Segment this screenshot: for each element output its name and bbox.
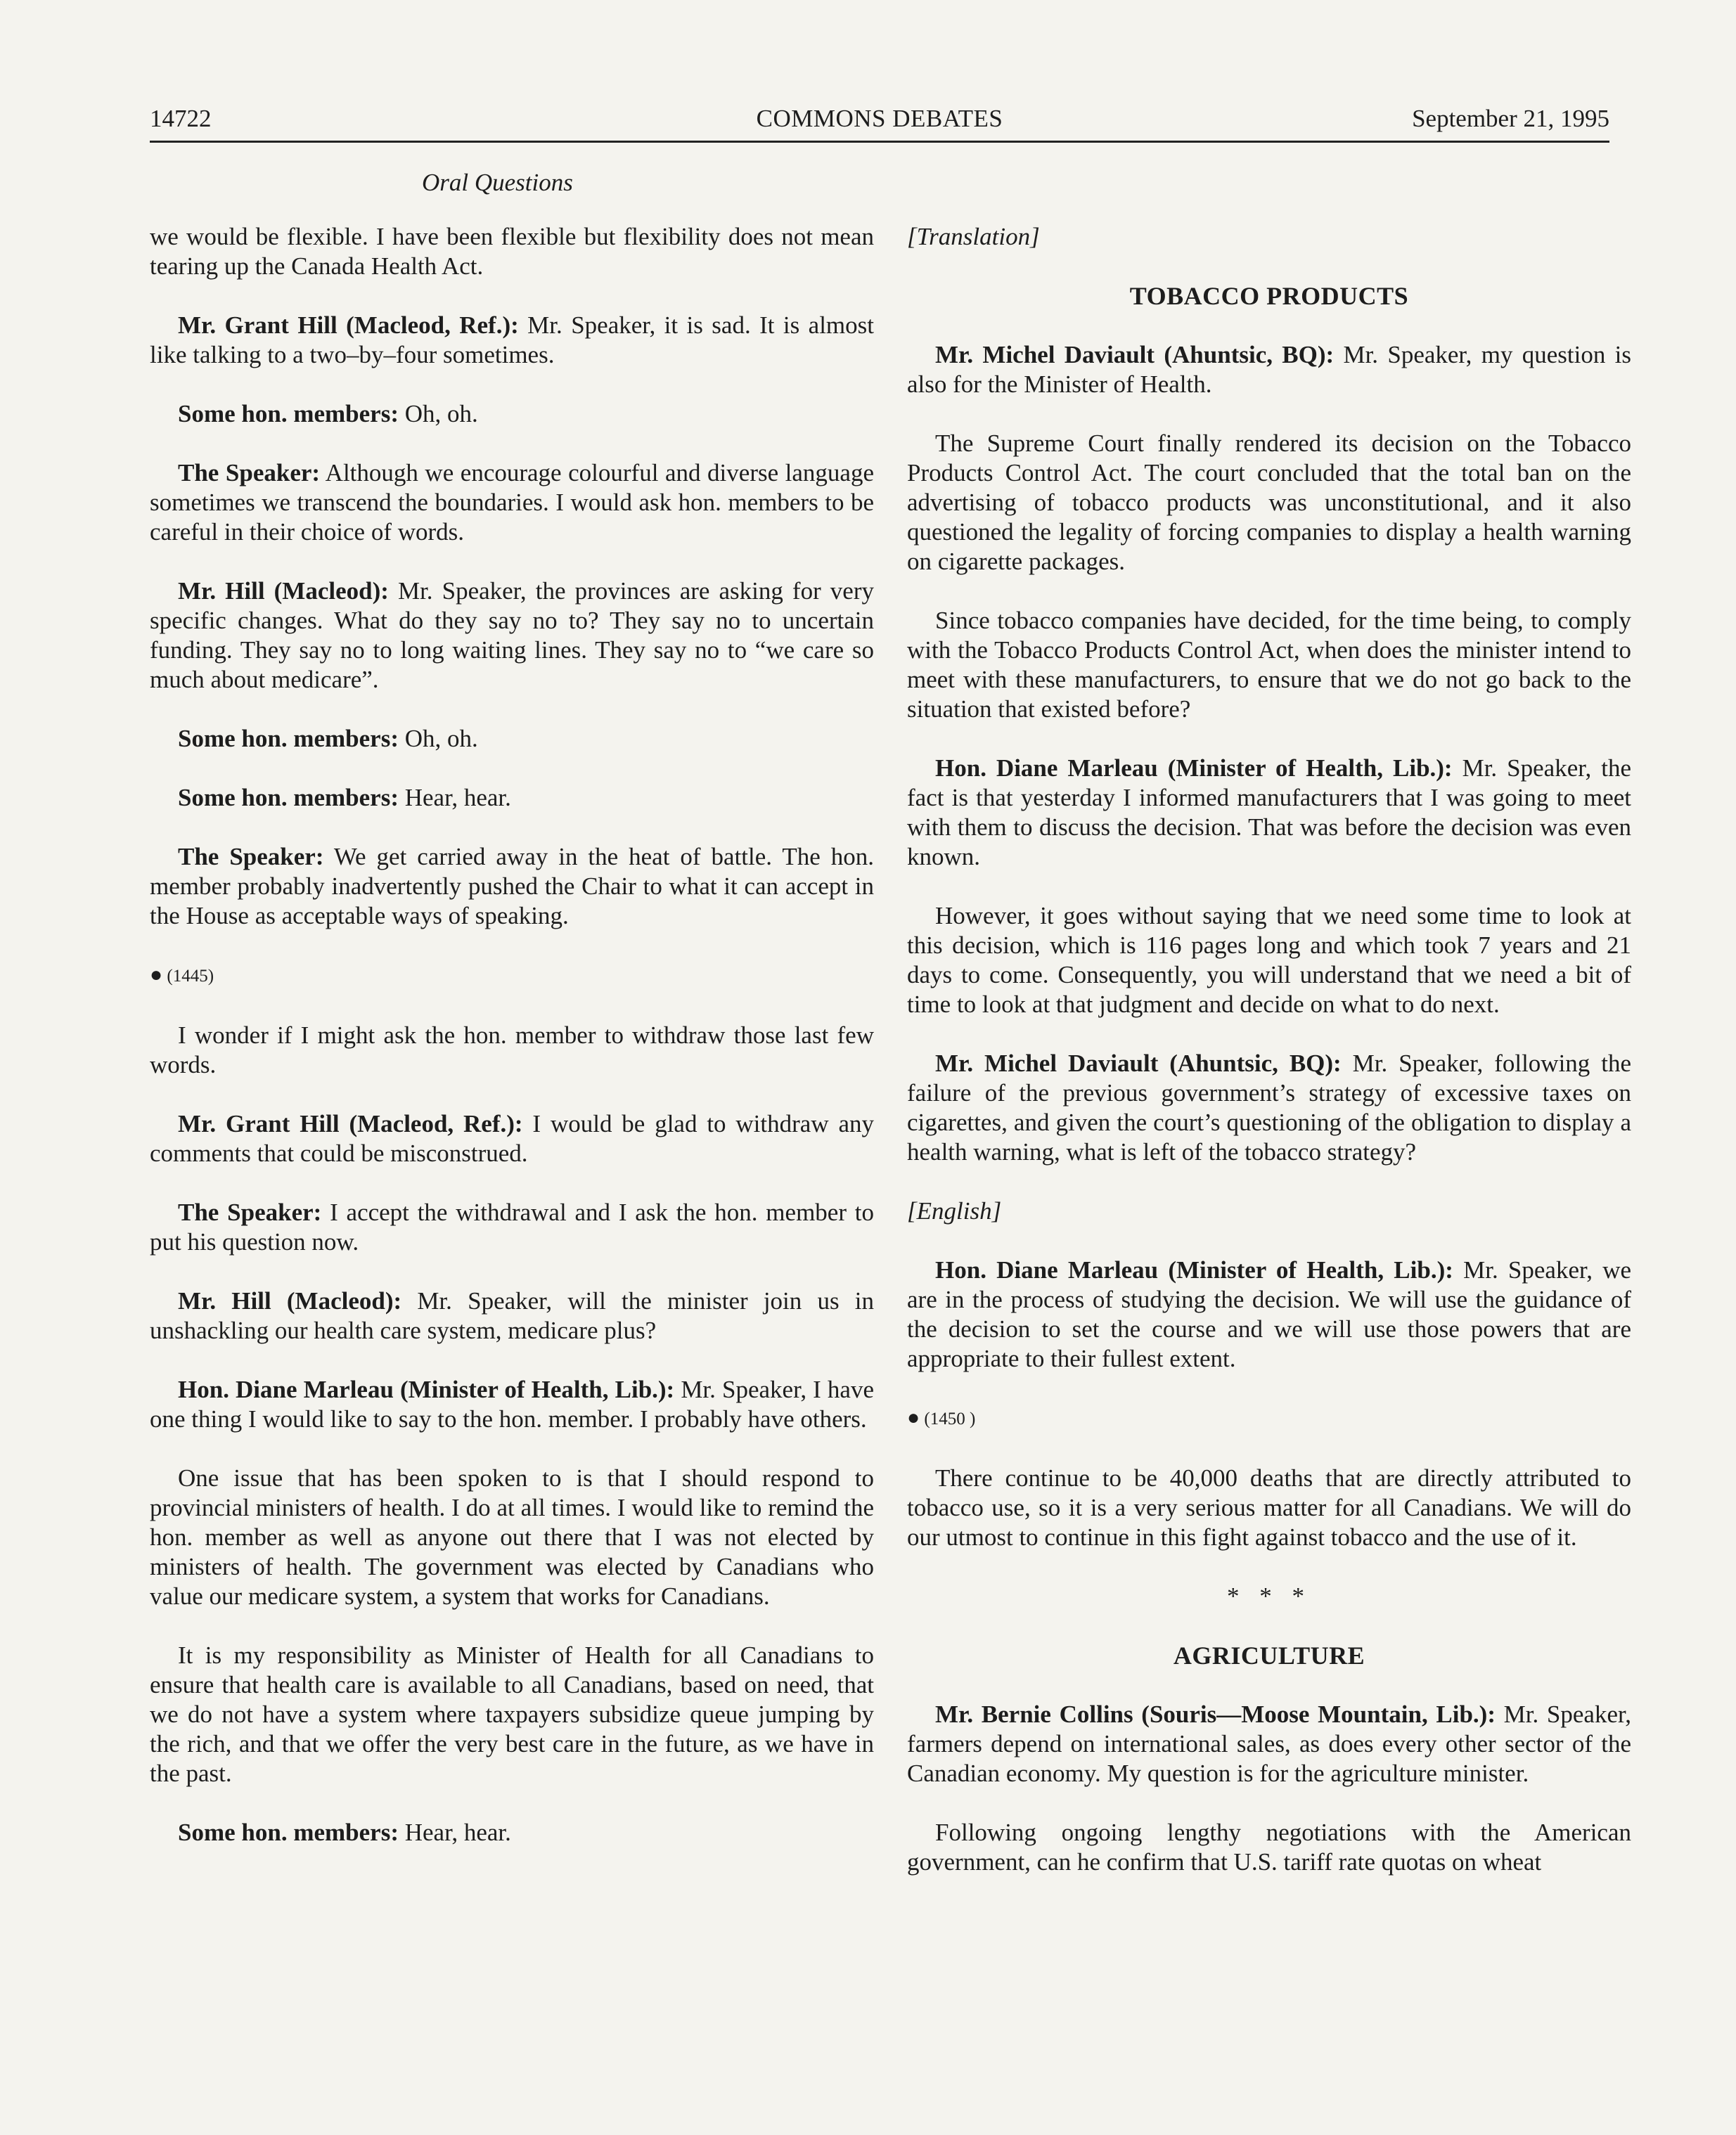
speech-text: Oh, oh. [399, 725, 478, 752]
paragraph: I wonder if I might ask the hon. member to withdraw those last few words. [150, 1021, 874, 1078]
speaker-name: Mr. Hill (Macleod): [178, 577, 389, 605]
language-marker: [Translation] [907, 223, 1040, 250]
paragraph [150, 1198, 874, 1257]
time-stamp: (1450 ) [924, 1410, 976, 1428]
paragraph [907, 1049, 1631, 1167]
time-marker [907, 1403, 1631, 1434]
speaker-name: Hon. Diane Marleau (Minister of Health, Lib.): [178, 1376, 675, 1403]
publication-title: COMMONS DEBATES [756, 105, 1003, 132]
section-label: Oral Questions [422, 169, 573, 196]
paragraph [907, 1700, 1631, 1788]
paragraph: Since tobacco companies have decided, for the time being, to comply with the Tobacco Products Control Act, when does the minister intend to meet with these manufacturers, to ensure that we do not go back to the situation that existed before? [907, 607, 1631, 723]
speech-text: Oh, oh. [399, 400, 478, 427]
speaker-name: Mr. Grant Hill (Macleod, Ref.): [178, 1110, 523, 1137]
speaker-name: Some hon. members: [178, 1819, 399, 1846]
page-number: 14722 [150, 105, 212, 132]
paragraph: However, it goes without saying that we need some time to look at this decision, which is 116 pages long and which took 7 years and 21 days to come. Consequently, you will understand that we need a bit of time to look at that judgment and decide on what to do next. [907, 902, 1631, 1018]
paragraph [907, 754, 1631, 872]
paragraph [150, 1818, 874, 1847]
section-heading: TOBACCO PRODUCTS [1129, 282, 1409, 310]
paragraph [150, 842, 874, 931]
speaker-name: Mr. Michel Daviault (Ahuntsic, BQ): [935, 1050, 1342, 1077]
publication-date: September 21, 1995 [1412, 105, 1609, 132]
bullet-icon: ● [150, 963, 163, 986]
speech-text: Mr. Speaker, it is sad. It is almost like talking to a two–by–four sometimes. [150, 311, 874, 368]
right-column [907, 222, 1631, 1907]
paragraph: we would be flexible. I have been flexible but flexibility does not mean tearing up the Canada Health Act. [150, 223, 874, 280]
paragraph: There continue to be 40,000 deaths that are directly attributed to tobacco use, so it is a very serious matter for all Canadians. We will do our utmost to continue in this fight against tobacco and the use of it. [907, 1464, 1631, 1551]
speech-text: Hear, hear. [399, 784, 511, 811]
speaker-name: The Speaker: [178, 843, 324, 870]
speech-text: Mr. Speaker, the fact is that yesterday I informed manufacturers that I was going to meet with them to discuss the decision. That was before the decision was even known. [907, 754, 1631, 870]
paragraph: Following ongoing lengthy negotiations with the American government, can he confirm that U.S. tariff rate quotas on wheat [907, 1819, 1631, 1876]
speech-text: I accept the withdrawal and I ask the hon. member to put his question now. [150, 1199, 874, 1256]
speech-text: Hear, hear. [399, 1819, 511, 1846]
page-header [150, 97, 1609, 143]
paragraph [150, 724, 874, 754]
speaker-name: The Speaker: [178, 1199, 322, 1226]
speaker-name: Some hon. members: [178, 784, 399, 811]
speaker-name: Hon. Diane Marleau (Minister of Health, Lib.): [935, 754, 1453, 782]
speaker-name: Mr. Grant Hill (Macleod, Ref.): [178, 311, 519, 339]
speech-text: Mr. Speaker, the provinces are asking for very specific changes. What do they say no to? They say no to uncertain funding. They say no to long waiting lines. They say no to “we care so much about medicare”. [150, 577, 874, 693]
speaker-name: Mr. Bernie Collins (Souris—Moose Mountain, Lib.): [935, 1701, 1496, 1728]
speech-text: Mr. Speaker, following the failure of the previous government’s strategy of excessive taxes on cigarettes, and given the court’s questioning of the obligation to display a health warning, what is left of the tobacco strategy? [907, 1050, 1631, 1166]
speech-text: I would be glad to withdraw any comments that could be misconstrued. [150, 1110, 874, 1167]
speaker-name: Mr. Hill (Macleod): [178, 1287, 402, 1315]
speaker-name: Hon. Diane Marleau (Minister of Health, Lib.): [935, 1256, 1453, 1284]
left-column [150, 222, 874, 1877]
paragraph [150, 458, 874, 547]
paragraph [150, 311, 874, 370]
speaker-name: The Speaker: [178, 459, 321, 486]
speaker-name: Some hon. members: [178, 725, 399, 752]
paragraph: One issue that has been spoken to is that I should respond to provincial ministers of health. I do at all times. I would like to remind the hon. member as well as anyone out there that I was not elected by ministers of health. The government was elected by Canadians who value our medicare system, a system that works for Canadians. [150, 1464, 874, 1610]
paragraph [150, 1375, 874, 1434]
paragraph [907, 1256, 1631, 1374]
paragraph [907, 340, 1631, 399]
paragraph [150, 576, 874, 695]
speech-text: Mr. Speaker, my question is also for the Minister of Health. [907, 341, 1631, 398]
speech-text: Mr. Speaker, will the minister join us in unshackling our health care system, medicare plus? [150, 1287, 875, 1344]
section-heading: AGRICULTURE [1173, 1641, 1365, 1670]
bullet-icon: ● [907, 1406, 920, 1429]
section-separator: * * * [1227, 1582, 1311, 1610]
paragraph: It is my responsibility as Minister of Health for all Canadians to ensure that health care is available to all Canadians, based on need, that we do not have a system where taxpayers subsidize queue jumping by the rich, and that we offer the very best care in the future, as we have in the past. [150, 1641, 874, 1787]
paragraph [150, 399, 874, 429]
paragraph [150, 783, 874, 813]
paragraph [150, 1109, 874, 1168]
speech-text: We get carried away in the heat of battle. The hon. member probably inadvertently pushed the Chair to what it can accept in the House as acceptable ways of speaking. [150, 843, 875, 929]
language-marker: [English] [907, 1197, 1002, 1225]
paragraph: The Supreme Court finally rendered its decision on the Tobacco Products Control Act. The court concluded that the total ban on the advertising of tobacco products was unconstitutional, and it also questioned the legality of forcing companies to display a health warning on cigarette packages. [907, 430, 1631, 575]
paragraph [150, 1286, 874, 1346]
time-marker [150, 960, 874, 991]
speech-text: Although we encourage colourful and diverse language sometimes we transcend the boundaries. I would ask hon. members to be careful in their choice of words. [150, 459, 874, 546]
speech-text: Mr. Speaker, farmers depend on international sales, as does every other sector of the Canadian economy. My question is for the agriculture minister. [907, 1701, 1632, 1787]
speaker-name: Mr. Michel Daviault (Ahuntsic, BQ): [935, 341, 1335, 368]
speech-text: Mr. Speaker, we are in the process of studying the decision. We will use the guidance of the decision to set the course and we will use those powers that are appropriate to their fullest extent. [907, 1256, 1632, 1372]
time-stamp: (1445) [167, 967, 214, 986]
speech-text: Mr. Speaker, I have one thing I would like to say to the hon. member. I probably have others. [150, 1376, 874, 1433]
speaker-name: Some hon. members: [178, 400, 399, 427]
